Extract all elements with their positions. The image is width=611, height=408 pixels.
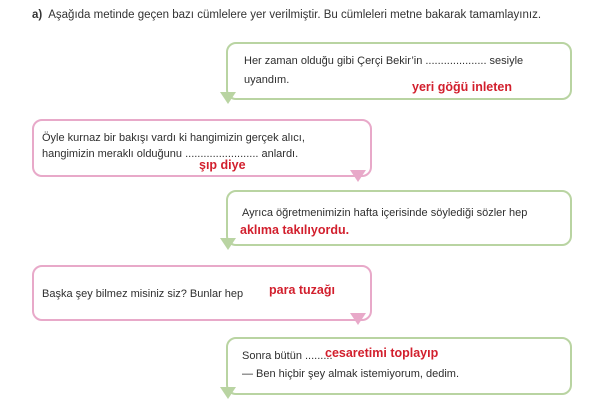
sentence-box-2 (32, 119, 372, 177)
sentence-2-line-1: Öyle kurnaz bir bakışı vardı ki hangimizin gerçek alıcı, (42, 132, 305, 144)
sentence-3-line-1: Ayrıca öğretmenimizin hafta içerisinde söylediği sözler hep (242, 207, 528, 219)
answer-3: aklıma takılıyordu. (240, 223, 350, 237)
box-1-pointer (220, 92, 236, 104)
box-3-pointer (220, 238, 236, 250)
sentence-4-line-1: Başka şey bilmez misiniz siz? Bunlar hep (42, 288, 244, 300)
sentence-5-line-2: — Ben hiçbir şey almak istemiyorum, dedim. (242, 368, 460, 380)
answer-2: şıp diye (199, 158, 246, 172)
sentence-2-line-2: hangimizin meraklı olduğunu ........................ anlardı. (42, 148, 299, 160)
sentence-box-3 (226, 190, 572, 246)
instruction (32, 6, 592, 25)
sentence-5-line-1: Sonra bütün ......... (242, 350, 333, 362)
box-2-pointer (350, 170, 366, 182)
answer-4: para tuzağı (269, 283, 335, 297)
sentence-box-1 (226, 42, 572, 100)
answer-1: yeri göğü inleten (412, 80, 513, 94)
instruction-text: Aşağıda metinde geçen bazı cümlelere yer verilmiştir. Bu cümleleri metne bakarak tamamlayınız. (48, 9, 542, 21)
box-5-pointer (220, 387, 236, 399)
sentence-1-line-1: Her zaman olduğu gibi Çerçi Bekir’in .................... sesiyle (244, 55, 524, 67)
box-4-pointer (350, 313, 366, 325)
sentence-box-5 (226, 337, 572, 395)
sentence-box-4 (32, 265, 372, 321)
sentence-1-line-2: uyandım. (244, 74, 290, 86)
answer-5: cesaretimi toplayıp (325, 346, 439, 360)
instruction-label: a) (32, 9, 43, 21)
